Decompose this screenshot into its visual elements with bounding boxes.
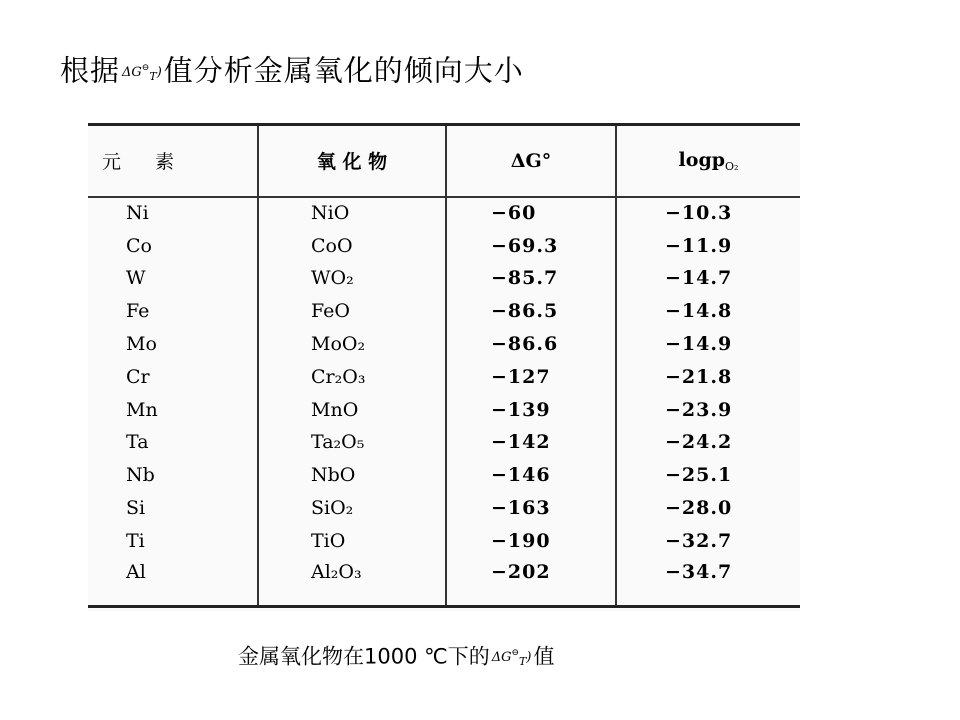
caption-temperature-subscript: T <box>519 655 527 668</box>
cell-oxide: MnO <box>258 393 446 426</box>
title-prefix: 根据 <box>60 53 121 88</box>
caption-suffix: 值 <box>533 644 555 669</box>
cell-delta-g: −163 <box>446 492 616 525</box>
caption-symbol-close-paren: ) <box>526 650 532 665</box>
cell-element: W <box>126 267 146 290</box>
cell-oxide: Al₂O₃ <box>258 557 446 607</box>
cell-oxide: NbO <box>258 459 446 492</box>
oxide-free-energy-table <box>88 123 800 608</box>
cell-log-po2: −32.7 <box>616 524 800 557</box>
cell-oxide: CoO <box>258 229 446 262</box>
table-header-row <box>88 125 800 197</box>
cell-delta-g: −69.3 <box>446 229 616 262</box>
cell-log-po2: −14.7 <box>616 262 800 295</box>
caption-standard-state-superscript: ⊖ <box>511 648 520 658</box>
table-row <box>88 492 800 525</box>
caption-prefix: 金属氧化物在1000 ℃下的 <box>238 644 490 669</box>
cell-oxide: SiO₂ <box>258 492 446 525</box>
cell-delta-g: −60 <box>446 197 616 230</box>
cell-log-po2: −11.9 <box>616 229 800 262</box>
standard-state-superscript: ⊖ <box>141 63 150 73</box>
header-delta-g: ΔG° <box>446 125 616 197</box>
delta-g-symbol <box>122 48 162 97</box>
table-row <box>88 262 800 295</box>
slide-title <box>60 48 524 97</box>
cell-delta-g: −86.5 <box>446 295 616 328</box>
cell-log-po2: −21.8 <box>616 360 800 393</box>
table-row <box>88 328 800 361</box>
cell-delta-g: −127 <box>446 360 616 393</box>
header-log-po2-subscript: O₂ <box>725 159 739 173</box>
table-row <box>88 393 800 426</box>
cell-log-po2: −10.3 <box>616 197 800 230</box>
table-row <box>88 557 800 607</box>
figure-caption <box>238 638 554 677</box>
cell-element: Al <box>88 557 258 607</box>
table-row <box>88 524 800 557</box>
cell-log-po2: −28.0 <box>616 492 800 525</box>
table-row <box>88 229 800 262</box>
table-row <box>88 459 800 492</box>
cell-log-po2: −23.9 <box>616 393 800 426</box>
cell-delta-g: −146 <box>446 459 616 492</box>
oxide-free-energy-table-image <box>88 123 800 611</box>
cell-element: Ni <box>126 202 149 225</box>
cell-delta-g: −142 <box>446 426 616 459</box>
title-suffix: 值分析金属氧化的倾向大小 <box>163 53 524 88</box>
caption-delta-g-symbol <box>492 638 532 677</box>
cell-log-po2: −25.1 <box>616 459 800 492</box>
table-row <box>88 426 800 459</box>
table-row <box>88 197 800 230</box>
cell-delta-g: −85.7 <box>446 262 616 295</box>
header-log-po2-label: logp <box>678 148 726 171</box>
cell-delta-g: −190 <box>446 524 616 557</box>
cell-element: Cr <box>126 365 150 388</box>
symbol-close-paren: ) <box>156 65 162 80</box>
cell-element: Mo <box>126 333 157 356</box>
cell-oxide: WO₂ <box>258 262 446 295</box>
cell-oxide: TiO <box>258 524 446 557</box>
cell-oxide: Ta₂O₅ <box>258 426 446 459</box>
table-row <box>88 295 800 328</box>
cell-element: Ta <box>126 431 149 454</box>
cell-oxide: Cr₂O₃ <box>258 360 446 393</box>
cell-element: Si <box>126 497 146 520</box>
header-oxide: 氧 化 物 <box>258 125 446 197</box>
delta-g-letters: ΔG <box>122 65 142 80</box>
cell-log-po2: −14.8 <box>616 295 800 328</box>
table-row <box>88 360 800 393</box>
cell-log-po2: −34.7 <box>616 557 800 607</box>
cell-log-po2: −24.2 <box>616 426 800 459</box>
cell-oxide: NiO <box>258 197 446 230</box>
header-element: 元 素 <box>88 125 258 197</box>
cell-delta-g: −139 <box>446 393 616 426</box>
cell-element: Nb <box>126 464 155 487</box>
caption-delta-g-letters: ΔG <box>491 650 512 665</box>
cell-delta-g: −86.6 <box>446 328 616 361</box>
header-log-po2 <box>616 125 800 197</box>
cell-element: Co <box>126 234 152 257</box>
cell-oxide: MoO₂ <box>258 328 446 361</box>
cell-element: Ti <box>126 529 145 552</box>
cell-element: Fe <box>126 300 150 323</box>
cell-element: Mn <box>126 398 158 421</box>
cell-delta-g: −202 <box>446 557 616 607</box>
cell-oxide: FeO <box>258 295 446 328</box>
cell-log-po2: −14.9 <box>616 328 800 361</box>
table-body <box>88 197 800 607</box>
temperature-subscript: T <box>149 70 157 83</box>
